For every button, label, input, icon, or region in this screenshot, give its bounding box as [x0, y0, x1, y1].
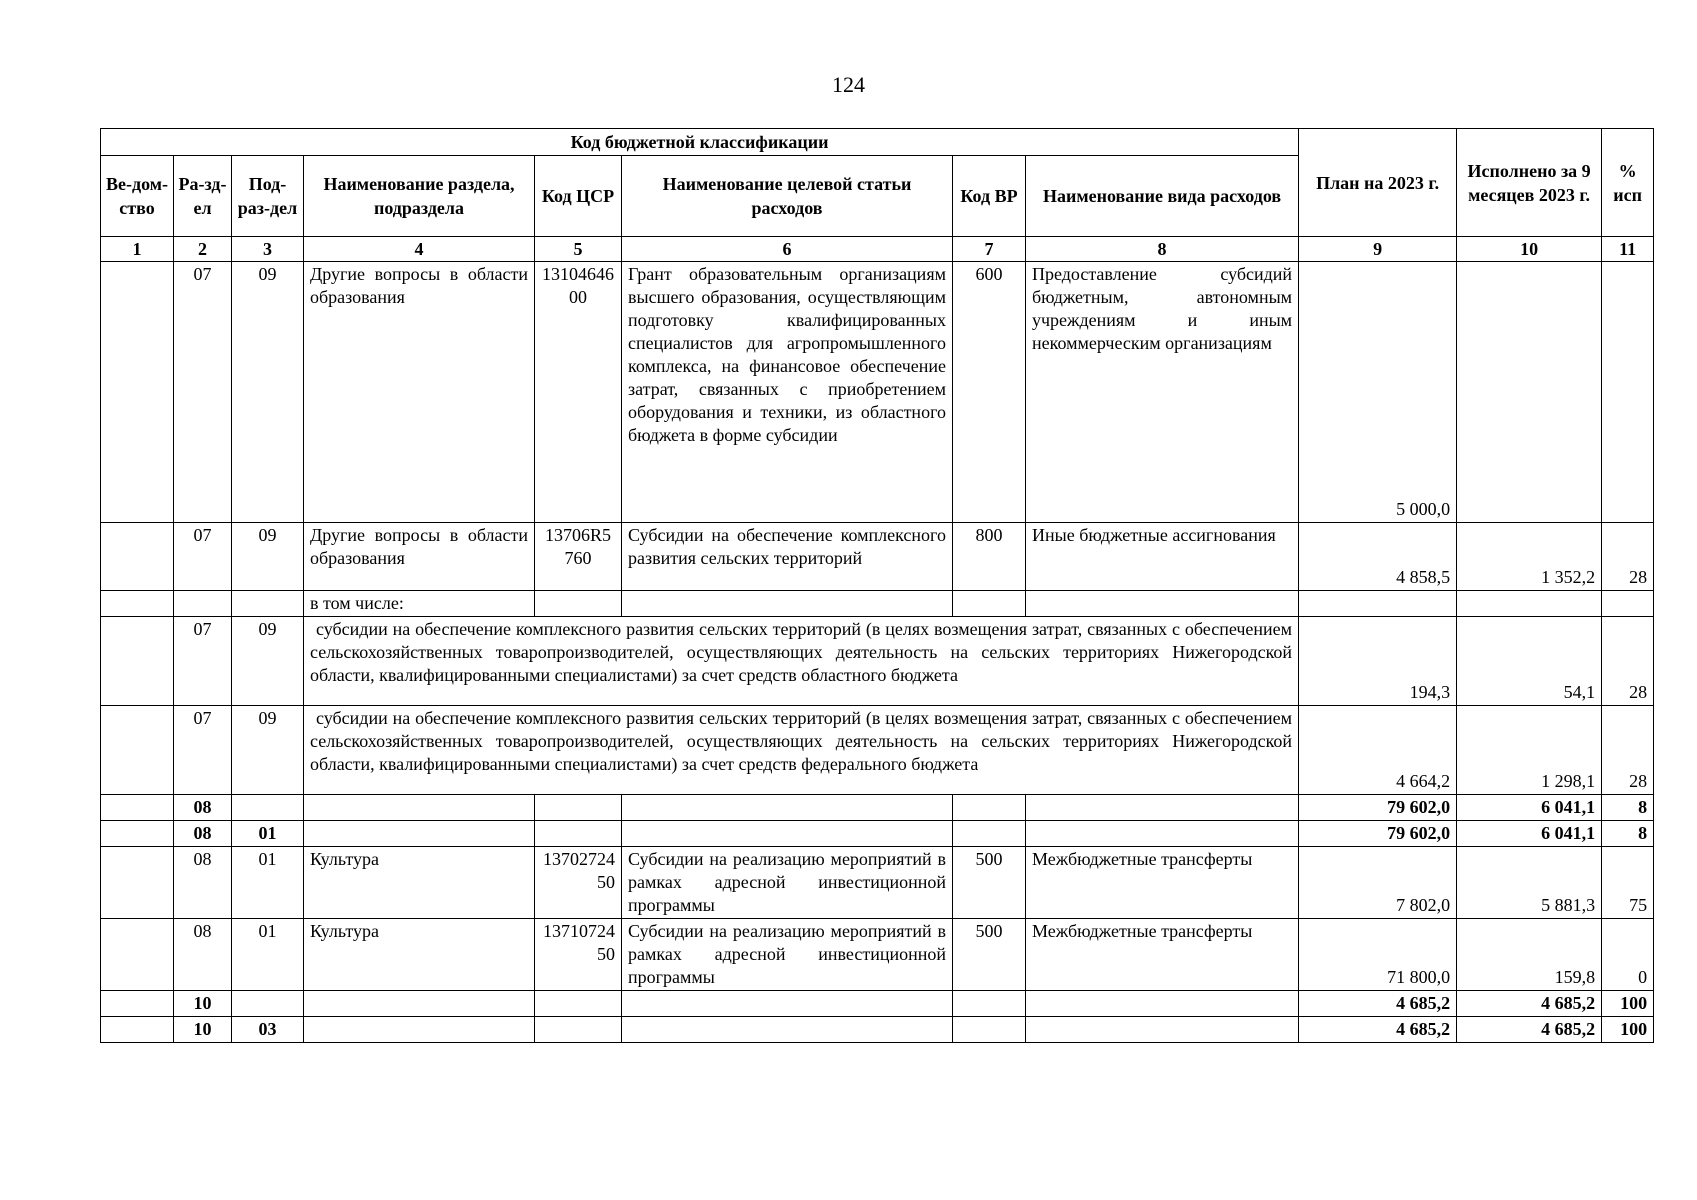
done-cell: 6 041,1: [1457, 795, 1602, 821]
vr-name-cell: Иные бюджетные ассигнования: [1026, 523, 1299, 591]
vr-name-cell: [1026, 795, 1299, 821]
plan-cell: 4 685,2: [1299, 991, 1457, 1017]
header-vr-name: Наименование вида расходов: [1026, 156, 1299, 237]
pct-cell: 100: [1602, 991, 1654, 1017]
col-num: 5: [535, 237, 622, 262]
razdel-cell: 08: [174, 821, 232, 847]
plan-cell: 194,3: [1299, 617, 1457, 706]
subsidy-description: субсидии на обеспечение комплексного развития сельских территорий (в целях возмещения затрат, связанных с обеспечением сельскохозяйственных товаропроизводителей, осуществляющих деятельность на сельских территориях Нижегородской области, квалифицированными специалистами) за счет средств областного бюджета: [304, 617, 1299, 706]
header-razdel: Ра-зд-ел: [174, 156, 232, 237]
podrazdel-cell: 09: [232, 706, 304, 795]
done-cell: 4 685,2: [1457, 1017, 1602, 1043]
col-num: 1: [101, 237, 174, 262]
csr-cell: 1310464600: [535, 262, 622, 523]
done-cell: 1 298,1: [1457, 706, 1602, 795]
podrazdel-cell: 01: [232, 847, 304, 919]
section-name-cell: Другие вопросы в области образования: [304, 262, 535, 523]
vr-cell: 600: [953, 262, 1026, 523]
vr-cell: 500: [953, 919, 1026, 991]
vr-cell: [953, 591, 1026, 617]
done-cell: 4 685,2: [1457, 991, 1602, 1017]
col-num: 10: [1457, 237, 1602, 262]
header-group-title: Код бюджетной классификации: [101, 129, 1299, 156]
vr-cell: 800: [953, 523, 1026, 591]
razdel-cell: 08: [174, 795, 232, 821]
plan-cell: 4 858,5: [1299, 523, 1457, 591]
section-name-cell: [304, 795, 535, 821]
vedomstvo-cell: [101, 617, 174, 706]
col-num: 7: [953, 237, 1026, 262]
done-cell: 6 041,1: [1457, 821, 1602, 847]
article-name-cell: Грант образовательным организациям высшего образования, осуществляющим подготовку квалифицированных специалистов для агропромышленного комплекса, на финансовое обеспечение затрат, связанных с приобретением оборудования и техники, из областного бюджета в форме субсидии: [622, 262, 953, 523]
budget-table: [100, 128, 1654, 1043]
vedomstvo-cell: [101, 795, 174, 821]
header-vedomstvo: Ве-дом-ство: [101, 156, 174, 237]
razdel-cell: 07: [174, 706, 232, 795]
done-cell: [1457, 591, 1602, 617]
article-name-cell: Субсидии на реализацию мероприятий в рамках адресной инвестиционной программы: [622, 847, 953, 919]
table-row: [101, 706, 1654, 795]
header-csr: Код ЦСР: [535, 156, 622, 237]
pct-cell: 28: [1602, 523, 1654, 591]
vr-name-cell: Предоставление субсидий бюджетным, автономным учреждениям и иным некоммерческим организациям: [1026, 262, 1299, 523]
vedomstvo-cell: [101, 1017, 174, 1043]
razdel-cell: 07: [174, 262, 232, 523]
csr-cell: [535, 821, 622, 847]
csr-cell: [535, 1017, 622, 1043]
vr-cell: [953, 991, 1026, 1017]
col-num: 2: [174, 237, 232, 262]
total-row: [101, 1017, 1654, 1043]
vr-name-cell: Межбюджетные трансферты: [1026, 847, 1299, 919]
razdel-cell: 10: [174, 1017, 232, 1043]
col-num: 4: [304, 237, 535, 262]
col-num: 3: [232, 237, 304, 262]
podrazdel-cell: 03: [232, 1017, 304, 1043]
vr-cell: 500: [953, 847, 1026, 919]
csr-cell: 1371072450: [535, 919, 622, 991]
csr-cell: 13706R5760: [535, 523, 622, 591]
header-podrazdel: Под-раз-дел: [232, 156, 304, 237]
vedomstvo-cell: [101, 919, 174, 991]
header-pct: % исп: [1602, 129, 1654, 237]
razdel-cell: [174, 591, 232, 617]
vedomstvo-cell: [101, 847, 174, 919]
table-row: [101, 617, 1654, 706]
article-name-cell: [622, 1017, 953, 1043]
pct-cell: 0: [1602, 919, 1654, 991]
podrazdel-cell: [232, 591, 304, 617]
podrazdel-cell: 01: [232, 919, 304, 991]
csr-cell: 1370272450: [535, 847, 622, 919]
vr-name-cell: [1026, 991, 1299, 1017]
csr-cell: [535, 591, 622, 617]
pct-cell: 28: [1602, 706, 1654, 795]
plan-cell: [1299, 591, 1457, 617]
vedomstvo-cell: [101, 523, 174, 591]
razdel-cell: 10: [174, 991, 232, 1017]
vedomstvo-cell: [101, 591, 174, 617]
table-row: [101, 523, 1654, 591]
razdel-cell: 08: [174, 919, 232, 991]
total-row: [101, 821, 1654, 847]
done-cell: [1457, 262, 1602, 523]
article-name-cell: [622, 991, 953, 1017]
col-num: 8: [1026, 237, 1299, 262]
plan-cell: 5 000,0: [1299, 262, 1457, 523]
header-vr: Код ВР: [953, 156, 1026, 237]
table-row: [101, 262, 1654, 523]
csr-cell: [535, 991, 622, 1017]
podrazdel-cell: 09: [232, 523, 304, 591]
pct-cell: 8: [1602, 795, 1654, 821]
vr-name-cell: Межбюджетные трансферты: [1026, 919, 1299, 991]
section-name-cell: Культура: [304, 847, 535, 919]
article-name-cell: Субсидии на реализацию мероприятий в рамках адресной инвестиционной программы: [622, 919, 953, 991]
plan-cell: 79 602,0: [1299, 821, 1457, 847]
vr-name-cell: [1026, 591, 1299, 617]
header-plan: План на 2023 г.: [1299, 129, 1457, 237]
done-cell: 5 881,3: [1457, 847, 1602, 919]
plan-cell: 4 685,2: [1299, 1017, 1457, 1043]
header-article-name: Наименование целевой статьи расходов: [622, 156, 953, 237]
pct-cell: [1602, 591, 1654, 617]
pct-cell: 28: [1602, 617, 1654, 706]
podrazdel-cell: 01: [232, 821, 304, 847]
total-row: [101, 795, 1654, 821]
table-row: [101, 591, 1654, 617]
section-name-cell: Другие вопросы в области образования: [304, 523, 535, 591]
section-name-cell: [304, 1017, 535, 1043]
plan-cell: 79 602,0: [1299, 795, 1457, 821]
pct-cell: 100: [1602, 1017, 1654, 1043]
podrazdel-cell: 09: [232, 262, 304, 523]
csr-cell: [535, 795, 622, 821]
col-num: 6: [622, 237, 953, 262]
including-label: в том числе:: [304, 591, 535, 617]
section-name-cell: [304, 821, 535, 847]
vr-cell: [953, 795, 1026, 821]
pct-cell: 8: [1602, 821, 1654, 847]
article-name-cell: [622, 795, 953, 821]
razdel-cell: 07: [174, 617, 232, 706]
razdel-cell: 08: [174, 847, 232, 919]
header-section-name: Наименование раздела, подраздела: [304, 156, 535, 237]
subsidy-description: субсидии на обеспечение комплексного развития сельских территорий (в целях возмещения затрат, связанных с обеспечением сельскохозяйственных товаропроизводителей, осуществляющих деятельность на сельских территориях Нижегородской области, квалифицированными специалистами) за счет средств федерального бюджета: [304, 706, 1299, 795]
vr-cell: [953, 821, 1026, 847]
vedomstvo-cell: [101, 991, 174, 1017]
vedomstvo-cell: [101, 262, 174, 523]
col-num: 11: [1602, 237, 1654, 262]
podrazdel-cell: [232, 795, 304, 821]
section-name-cell: Культура: [304, 919, 535, 991]
vr-name-cell: [1026, 1017, 1299, 1043]
total-row: [101, 991, 1654, 1017]
done-cell: 159,8: [1457, 919, 1602, 991]
header-done: Исполнено за 9 месяцев 2023 г.: [1457, 129, 1602, 237]
table-row: [101, 847, 1654, 919]
article-name-cell: [622, 591, 953, 617]
col-num: 9: [1299, 237, 1457, 262]
pct-cell: 75: [1602, 847, 1654, 919]
vedomstvo-cell: [101, 706, 174, 795]
table-row: [101, 919, 1654, 991]
article-name-cell: Субсидии на обеспечение комплексного развития сельских территорий: [622, 523, 953, 591]
podrazdel-cell: 09: [232, 617, 304, 706]
plan-cell: 7 802,0: [1299, 847, 1457, 919]
razdel-cell: 07: [174, 523, 232, 591]
podrazdel-cell: [232, 991, 304, 1017]
vedomstvo-cell: [101, 821, 174, 847]
pct-cell: [1602, 262, 1654, 523]
column-numbers-row: [101, 237, 1654, 262]
plan-cell: 4 664,2: [1299, 706, 1457, 795]
article-name-cell: [622, 821, 953, 847]
done-cell: 54,1: [1457, 617, 1602, 706]
vr-cell: [953, 1017, 1026, 1043]
done-cell: 1 352,2: [1457, 523, 1602, 591]
section-name-cell: [304, 991, 535, 1017]
vr-name-cell: [1026, 821, 1299, 847]
plan-cell: 71 800,0: [1299, 919, 1457, 991]
page-number: 124: [832, 72, 865, 97]
